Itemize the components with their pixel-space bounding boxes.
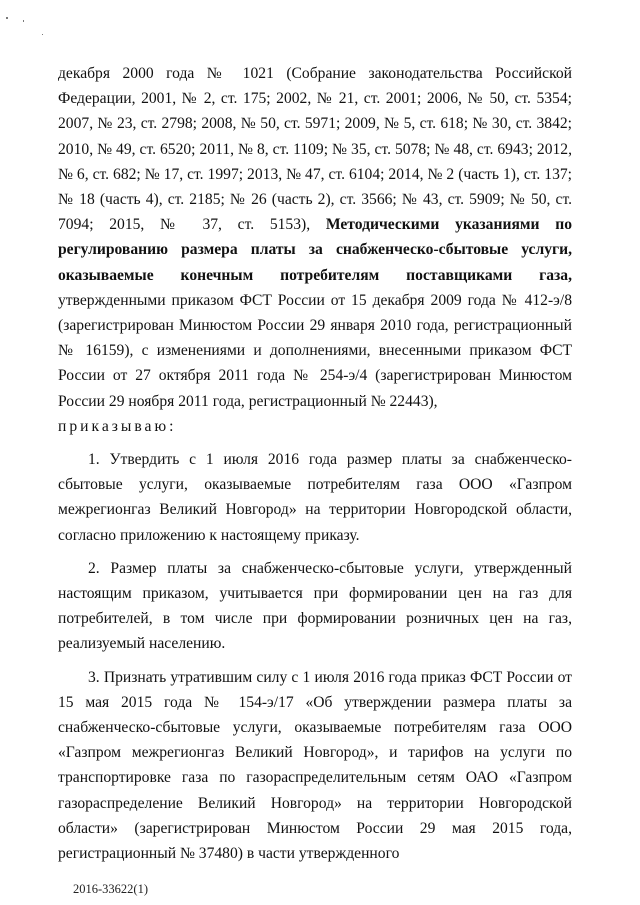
intro-paragraph	[58, 61, 572, 414]
scan-dust-mark	[6, 17, 8, 19]
order-item-1: 1. Утвердить с 1 июля 2016 года размер платы за снабженческо-сбытовые услуги, оказываемые потребителям газа ООО «Газпром межрегионгаз Великий Новгород» на территории Новгородской области, согласно приложению к настоящему приказу.	[58, 451, 572, 544]
intro-text-part1: декабря 2000 года № 1021 (Собрание законодательства Российской Федерации, 2001, № 2, ст. 175; 2002, № 21, ст. 2001; 2006, № 50, ст. 5354; 2007, № 23, ст. 2798; 2008, № 50, ст. 5971; 2009, № 5, ст. 618; № 30, ст. 3842; 2010, № 49, ст. 6520; 2011, № 8, ст. 1109; № 35, ст. 5078; № 48, ст. 6943; 2012, № 6, ст. 682; № 17, ст. 1997; 2013, № 47, ст. 6104; 2014, № 2 (часть 1), ст. 137; № 18 (часть 4), ст. 2185; № 26 (часть 2), ст. 3566; № 43, ст. 5909; № 50, ст. 7094; 2015, № 37, ст. 5153),	[58, 65, 572, 234]
scan-dust-mark	[42, 34, 43, 35]
intro-text-part2: утвержденными приказом ФСТ России от 15 декабря 2009 года № 412-э/8 (зарегистрирован Минюстом России 29 января 2010 года, регистрационный № 16159), с изменениями и дополнениями, внесенными приказом ФСТ России от 27 октября 2011 года № 254-э/4 (зарегистрирован Минюстом России 29 ноября 2011 года, регистрационный № 22443),	[58, 291, 572, 410]
order-item-2: 2. Размер платы за снабженческо-сбытовые услуги, утвержденный настоящим приказом, учитывается при формировании цен на газ для потребителей, в том числе при формировании розничных цен на газ, реализуемый населению.	[58, 559, 572, 653]
document-body	[58, 61, 572, 866]
order-word: приказываю:	[58, 417, 177, 435]
document-registration-code: 2016-33622(1)	[73, 882, 148, 896]
scan-dust-mark	[23, 20, 24, 22]
order-item-3: 3. Признать утратившим силу с 1 июля 2016 года приказ ФСТ России от 15 мая 2015 года № 154-э/17 «Об утверждении размера платы за снабженческо-сбытовые услуги, оказываемые потребителям газа ООО «Газпром межрегионгаз Великий Новгород», и тарифов на услуги по транспортировке газа по газораспределительным сетям ОАО «Газпром газораспределение Великий Новгород» на территории Новгородской области» (зарегистрирован Минюстом России 29 мая 2015 года, регистрационный № 37480) в части утвержденного	[58, 668, 572, 863]
intro-text-methodology: Методическими указаниями по регулированию размера платы за снабженческо-сбытовые услуги, оказываемые конечным потребителям поставщиками газа,	[58, 216, 572, 284]
